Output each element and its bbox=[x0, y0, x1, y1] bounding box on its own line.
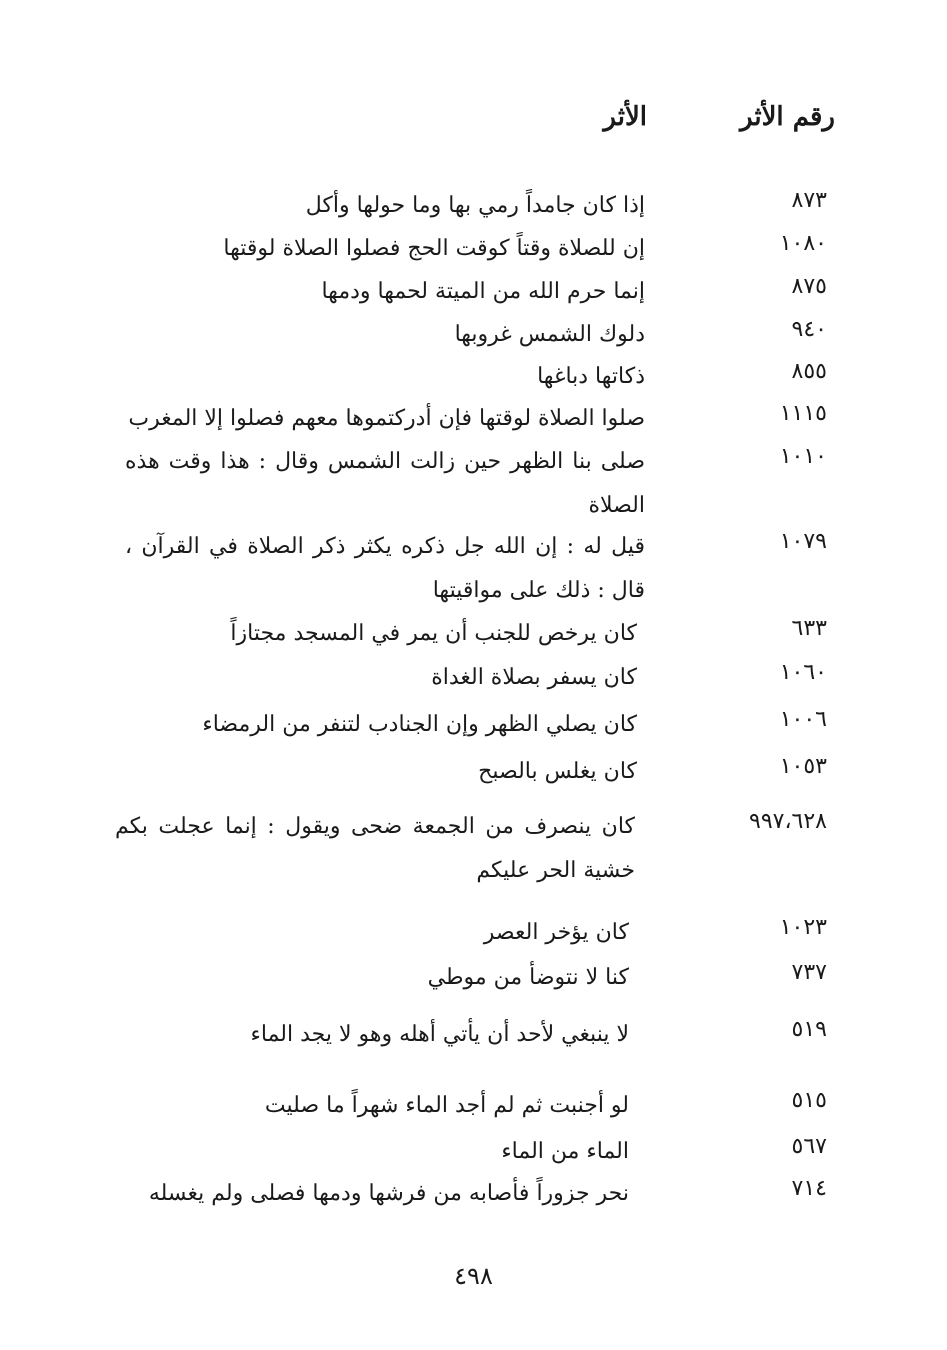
athar-number: ٨٧٥ bbox=[791, 274, 827, 299]
athar-text: كان يصلي الظهر وإن الجنادب لتنفر من الرمضاء bbox=[202, 712, 637, 737]
athar-text: قيل له : إن الله جل ذكره يكثر ذكر الصلاة في القرآن ، قال : ذلك على مواقيتها bbox=[125, 534, 645, 603]
athar-number: ١٠٧٩ bbox=[779, 529, 827, 554]
athar-text: الماء من الماء bbox=[501, 1139, 629, 1164]
athar-number: ١٠١٠ bbox=[779, 444, 827, 469]
athar-number: ٥١٩ bbox=[791, 1017, 827, 1042]
athar-number: ٥١٥ bbox=[791, 1088, 827, 1113]
athar-number: ٩٤٠ bbox=[791, 317, 827, 342]
athar-number: ٩٩٧،٦٢٨ bbox=[749, 809, 827, 834]
athar-text: إنما حرم الله من الميتة لحمها ودمها bbox=[321, 279, 645, 304]
athar-number: ٨٧٣ bbox=[791, 188, 827, 213]
athar-number: ١٠٢٣ bbox=[779, 915, 827, 940]
athar-number: ١٠٠٦ bbox=[779, 707, 827, 732]
athar-text: صلى بنا الظهر حين زالت الشمس وقال : هذا وقت هذه الصلاة bbox=[125, 449, 645, 518]
athar-number: ٨٥٥ bbox=[791, 359, 827, 384]
page-number: ٤٩٨ bbox=[454, 1262, 493, 1290]
athar-text: صلوا الصلاة لوقتها فإن أدركتموها معهم فصلوا إلا المغرب bbox=[128, 406, 645, 431]
athar-text: كنا لا نتوضأ من موطي bbox=[427, 965, 629, 990]
athar-number: ١٠٨٠ bbox=[779, 231, 827, 256]
athar-number: ١١١٥ bbox=[779, 401, 827, 426]
athar-text: إذا كان جامداً رمي بها وما حولها وأكل bbox=[305, 193, 645, 218]
athar-text: لا ينبغي لأحد أن يأتي أهله وهو لا يجد الماء bbox=[250, 1022, 629, 1047]
header-text-label: الأثر bbox=[603, 102, 647, 132]
athar-number: ٧١٤ bbox=[791, 1176, 827, 1201]
athar-number: ١٠٥٣ bbox=[779, 754, 827, 779]
athar-text: كان يسفر بصلاة الغداة bbox=[431, 665, 637, 690]
athar-text: إن للصلاة وقتاً كوقت الحج فصلوا الصلاة لوقتها bbox=[223, 236, 645, 261]
athar-text: دلوك الشمس غروبها bbox=[454, 322, 645, 347]
athar-number: ٦٣٣ bbox=[791, 616, 827, 641]
athar-number: ١٠٦٠ bbox=[779, 660, 827, 685]
athar-text: كان يرخص للجنب أن يمر في المسجد مجتازاً bbox=[230, 621, 637, 646]
athar-text: لو أجنبت ثم لم أجد الماء شهراً ما صليت bbox=[264, 1093, 629, 1118]
athar-text: كان يغلس بالصبح bbox=[478, 759, 637, 784]
athar-text: كان ينصرف من الجمعة ضحى ويقول : إنما عجلت بكم خشية الحر عليكم bbox=[115, 814, 635, 883]
athar-text: كان يؤخر العصر bbox=[483, 920, 629, 945]
athar-text: ذكاتها دباغها bbox=[537, 364, 645, 389]
athar-text: نحر جزوراً فأصابه من فرشها ودمها فصلى ولم يغسله bbox=[148, 1181, 629, 1206]
athar-number: ٧٣٧ bbox=[791, 960, 827, 985]
athar-number: ٥٦٧ bbox=[791, 1134, 827, 1159]
header-number-label: رقم الأثر bbox=[740, 102, 835, 132]
